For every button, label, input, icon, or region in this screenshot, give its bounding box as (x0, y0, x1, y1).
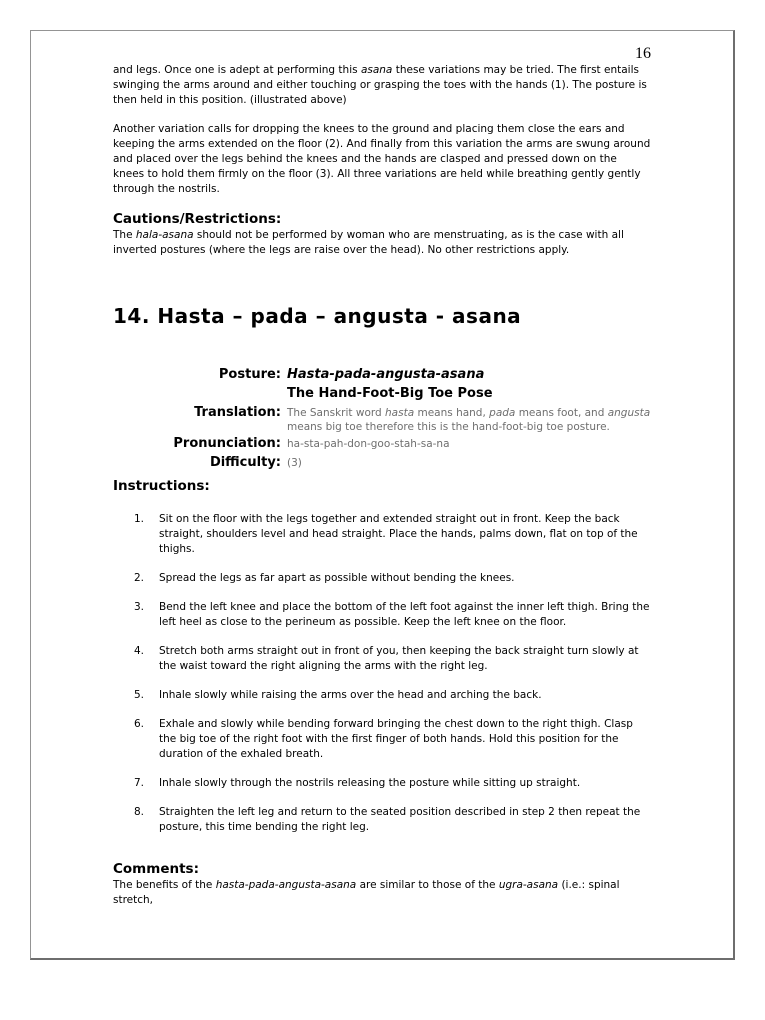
posture-details (113, 365, 651, 472)
pronunciation-label: Pronunciation: (173, 436, 281, 451)
list-item-text: Bend the left knee and place the bottom of the left foot against the inner left thigh. Bring the left heel as close to the perineum as possible. Keep the left knee on the floor. (159, 601, 650, 628)
list-item-text: Sit on the floor with the legs together and extended straight out in front. Keep the back straight, shoulders level and head straight. Place the hands, palms down, flat on top of the thighs. (159, 513, 638, 555)
comments-heading: Comments: (113, 861, 199, 877)
list-item (134, 644, 651, 674)
paragraph-text: means big toe therefore this is the hand-foot-big toe posture. (287, 420, 610, 433)
list-item (134, 600, 651, 630)
translation-label: Translation: (194, 405, 281, 420)
list-item-text: Exhale and slowly while bending forward bringing the chest down to the right thigh. Clasp the big toe of the right foot with the first finger of both hands. Hold this position for the duration of the exhaled breath. (159, 718, 633, 760)
paragraph-text: The (113, 229, 136, 241)
list-item-number: 1. (134, 513, 145, 525)
list-item-number: 3. (134, 601, 145, 613)
posture-name: Hasta-pada-angusta-asana (287, 367, 485, 382)
cautions-text (113, 228, 651, 258)
cautions-heading: Cautions/Restrictions: (113, 211, 282, 227)
posture-english-name: The Hand-Foot-Big Toe Pose (287, 386, 493, 401)
paragraph-text: and legs. Once one is adept at performing this (113, 64, 361, 76)
difficulty-value: (3) (287, 457, 302, 469)
list-item-number: 5. (134, 689, 145, 701)
paragraph-text: these variations may be tried. The first entails swinging the arms around and either touching or grasping the toes with the hands (1). The posture is then held in this position. (illustrated above) (113, 64, 647, 106)
list-item (134, 717, 651, 762)
paragraph-text: should not be performed by woman who are menstruating, as is the case with all inverted postures (where the legs are raise over the head). No other restrictions apply. (113, 229, 624, 256)
instructions-heading: Instructions: (113, 478, 210, 494)
paragraph-text: The Sanskrit word (287, 407, 386, 419)
list-item-text: Inhale slowly while raising the arms over the head and arching the back. (159, 689, 542, 701)
comments-text (113, 878, 651, 908)
list-item-text: Stretch both arms straight out in front of you, then keeping the back straight turn slowly at the waist toward the right aligning the arms with the right leg. (159, 645, 639, 672)
italic-term: asana (360, 64, 393, 76)
list-item-number: 8. (134, 806, 145, 818)
document-page (30, 30, 735, 960)
paragraph-variations-1 (113, 63, 651, 108)
italic-term: hala-asana (135, 229, 194, 241)
posture-label: Posture: (218, 367, 281, 382)
difficulty-label: Difficulty: (209, 455, 281, 470)
list-item (134, 512, 651, 557)
italic-term: angusta (607, 407, 651, 419)
list-item-number: 2. (134, 572, 145, 584)
paragraph-text: means hand, (414, 407, 490, 419)
list-item-number: 6. (134, 718, 145, 730)
translation-value (287, 403, 651, 434)
list-item (134, 571, 651, 586)
paragraph-text: (i.e.: spinal stretch, (113, 879, 620, 906)
list-item-number: 4. (134, 645, 145, 657)
instructions-list (113, 512, 651, 835)
list-item (134, 805, 651, 835)
italic-term: pada (489, 407, 516, 419)
list-item-text: Spread the legs as far apart as possible without bending the knees. (159, 572, 515, 584)
list-item-text: Inhale slowly through the nostrils releasing the posture while sitting up straight. (159, 777, 581, 789)
italic-term: ugra-asana (498, 879, 559, 891)
paragraph-text: The benefits of the (113, 879, 216, 891)
paragraph-text: are similar to those of the (356, 879, 499, 891)
italic-term: hasta-pada-angusta-asana (215, 879, 357, 891)
list-item-text: Straighten the left leg and return to the seated position described in step 2 then repeat the posture, this time bending the right leg. (159, 806, 641, 833)
chapter-heading: 14. Hasta – pada – angusta - asana (113, 304, 522, 328)
paragraph-variations-2: Another variation calls for dropping the knees to the ground and placing them close the ears and keeping the arms extended on the floor (2). And finally from this variation the arms are swung around and placed over the legs behind the knees and the hands are clasped and pressed down on the knees to hold them firmly on the floor (3). All three variations are held while breathing gently gently through the nostrils. (113, 123, 651, 195)
posture-label-spacer (113, 384, 281, 403)
paragraph-text: means foot, and (515, 407, 608, 419)
list-item-number: 7. (134, 777, 145, 789)
page-number: 16 (635, 45, 651, 62)
list-item (134, 776, 651, 791)
italic-term: hasta (385, 407, 415, 419)
list-item (134, 688, 651, 703)
pronunciation-value: ha-sta-pah-don-goo-stah-sa-na (287, 438, 450, 450)
